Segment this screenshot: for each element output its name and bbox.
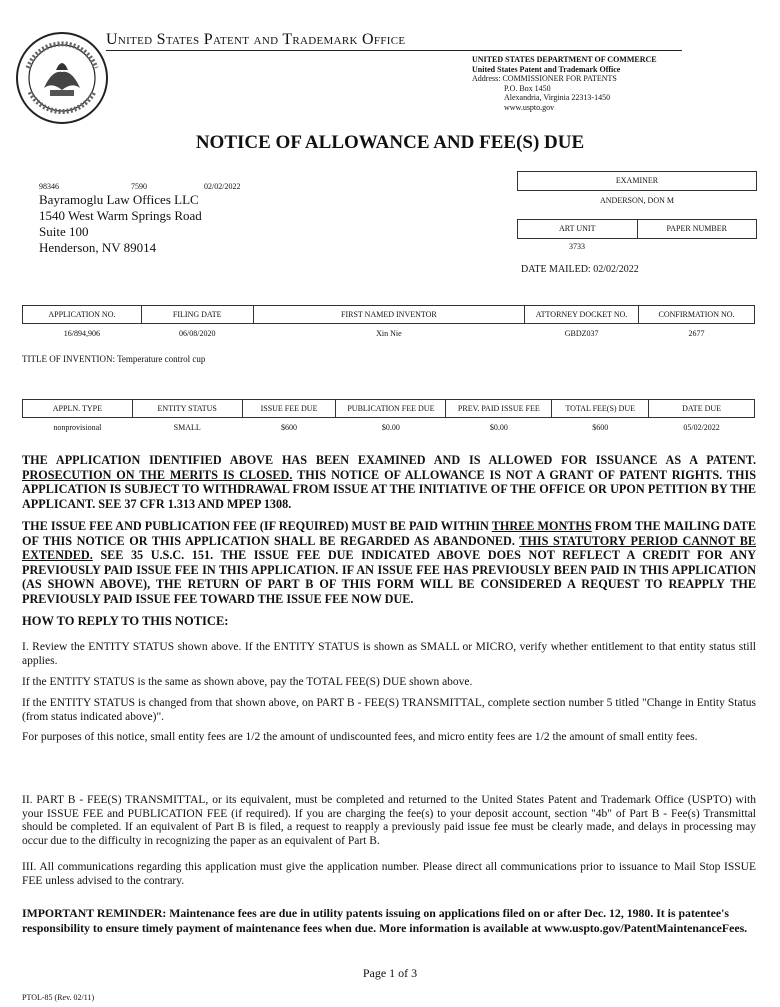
- table-header-cell: TOTAL FEE(S) DUE: [552, 400, 649, 418]
- issue-fee-due: $600: [281, 422, 298, 432]
- address-line1: Address: COMMISSIONER FOR PATENTS: [472, 74, 617, 84]
- correspondent-city: Henderson, NV 89014: [39, 240, 157, 255]
- table-header-cell: CONFIRMATION NO.: [639, 306, 755, 324]
- paper-number-label: PAPER NUMBER: [637, 220, 757, 238]
- instruction-paragraph: If the ENTITY STATUS is changed from that shown above, on PART B - FEE(S) TRANSMITTAL, complete section number 5 titled "Change in Entity Status (from status indicated above)".: [22, 697, 756, 723]
- instruction-paragraph: For purposes of this notice, small entity fees are 1/2 the amount of undiscounted fees, and micro entity fees are 1/2 the amount of small entity fees.: [22, 731, 698, 743]
- address-line3: Alexandria, Virginia 22313-1450: [504, 93, 611, 103]
- total-fees-due: $600: [592, 422, 609, 432]
- fee-table-row: [23, 418, 755, 437]
- table-header-cell: ISSUE FEE DUE: [242, 400, 336, 418]
- application-table-header: [23, 306, 755, 324]
- office-title-rule: [106, 50, 682, 51]
- entity-status: SMALL: [173, 422, 201, 432]
- table-header-cell: ENTITY STATUS: [132, 400, 242, 418]
- table-header-cell: ATTORNEY DOCKET NO.: [525, 306, 639, 324]
- department-address-block: [472, 55, 732, 113]
- table-header-cell: APPLICATION NO.: [23, 306, 142, 324]
- instruction-paragraph: II. PART B - FEE(S) TRANSMITTAL, or its equivalent, must be completed and returned to the United States Patent and Trademark Office (USPTO) with your ISSUE FEE and PUBLICATION FEE (if required). If you are charging the fee(s) to your deposit account, section "4b" of Part B - Fee(s) Transmittal should be completed. If an equivalent of Part B is filed, a request to reapply a previously paid issue fee must be clearly made, and delays in processing may occur due to the difficulty in recognizing the paper as an equivalent of Part B.: [22, 794, 756, 847]
- correspondent-name: Bayramoglu Law Offices LLC: [39, 192, 199, 207]
- date-mailed: DATE MAILED: 02/02/2022: [521, 264, 639, 275]
- attorney-docket-number: GBDZ037: [564, 328, 599, 338]
- art-unit-value: 3733: [569, 242, 585, 251]
- allowance-paragraph: THE APPLICATION IDENTIFIED ABOVE HAS BEEN EXAMINED AND IS ALLOWED FOR ISSUANCE AS A PATENT. PROSECUTION ON THE MERITS IS CLOSED. THIS NOTICE OF ALLOWANCE IS NOT A GRANT OF PATENT RIGHTS. THIS APPLICATION IS SUBJECT TO WITHDRAWAL FROM ISSUE AT THE INITIATIVE OF THE OFFICE OR UPON PETITION BY THE APPLICANT. SEE 37 CFR 1.313 AND MPEP 1308.: [22, 453, 756, 511]
- table-header-cell: PREV. PAID ISSUE FEE: [446, 400, 552, 418]
- table-header-cell: DATE DUE: [649, 400, 755, 418]
- prosecution-closed-text: PROSECUTION ON THE MERITS IS CLOSED.: [22, 467, 293, 482]
- filing-date: 06/08/2020: [179, 328, 216, 338]
- date-due: 05/02/2022: [683, 422, 720, 432]
- dept-line1: UNITED STATES DEPARTMENT OF COMMERCE: [472, 55, 657, 64]
- table-header-cell: APPLN. TYPE: [23, 400, 133, 418]
- address-label: Address:: [472, 74, 501, 84]
- fee-table: [22, 399, 755, 436]
- table-header-cell: PUBLICATION FEE DUE: [336, 400, 446, 418]
- correspondent-address: [39, 192, 202, 256]
- correspondent-street: 1540 West Warm Springs Road: [39, 208, 202, 223]
- fee-payment-paragraph: THE ISSUE FEE AND PUBLICATION FEE (IF REQUIRED) MUST BE PAID WITHIN THREE MONTHS FROM THE MAILING DATE OF THIS NOTICE OR THIS APPLICATION SHALL BE REGARDED AS ABANDONED. THIS STATUTORY PERIOD CANNOT BE EXTENDED. SEE 35 U.S.C. 151. THE ISSUE FEE DUE INDICATED ABOVE DOES NOT REFLECT A CREDIT FOR ANY PREVIOUSLY PAID ISSUE FEE IN THIS APPLICATION. IF AN ISSUE FEE HAS PREVIOUSLY BEEN PAID IN THIS APPLICATION (AS SHOWN ABOVE), THE RETURN OF PART B OF THIS FORM WILL BE CONSIDERED A REQUEST TO REAPPLY THE PREVIOUSLY PAID ISSUE FEE TOWARD THE ISSUE FEE NOW DUE.: [22, 519, 756, 606]
- three-months-text: THREE MONTHS: [491, 519, 592, 533]
- confirmation-number: 2677: [688, 328, 705, 338]
- prev-paid-issue-fee: $0.00: [489, 422, 508, 432]
- application-table: [22, 305, 755, 342]
- correspondent-suite: Suite 100: [39, 224, 89, 239]
- fee-table-header: [23, 400, 755, 418]
- table-header-cell: FIRST NAMED INVENTOR: [253, 306, 524, 324]
- commerce-seal-logo: [14, 30, 110, 126]
- correspondent-meta: [39, 182, 240, 191]
- page-number: Page 1 of 3: [362, 966, 418, 980]
- notice-title: NOTICE OF ALLOWANCE AND FEE(S) DUE: [195, 132, 585, 153]
- first-named-inventor: Xin Nie: [376, 328, 402, 338]
- dept-line2: United States Patent and Trademark Office: [472, 64, 621, 74]
- address-line2: P.O. Box 1450: [504, 83, 551, 93]
- address-line4: www.uspto.gov: [504, 102, 555, 112]
- statutory-period-text: THIS STATUTORY PERIOD CANNOT BE EXTENDED.: [22, 533, 756, 562]
- table-header-cell: FILING DATE: [141, 306, 253, 324]
- publication-fee-due: $0.00: [381, 422, 400, 432]
- office-title: United States Patent and Trademark Office: [106, 31, 406, 48]
- correspondent-date: 02/02/2022: [204, 182, 241, 191]
- art-unit-label: ART UNIT: [559, 224, 596, 233]
- instruction-paragraph: I. Review the ENTITY STATUS shown above. If the ENTITY STATUS is shown as SMALL or MICRO, verify whether entitlement to that entity status still applies.: [22, 641, 756, 667]
- title-of-invention: TITLE OF INVENTION: Temperature control cup: [22, 354, 206, 364]
- application-type: nonprovisional: [53, 422, 102, 432]
- instruction-paragraph: III. All communications regarding this application must give the application number. Please direct all communications prior to issuance to Mail Stop ISSUE FEE unless advised to the contrary.: [22, 861, 756, 887]
- how-to-reply-heading: HOW TO REPLY TO THIS NOTICE:: [22, 614, 229, 628]
- examiner-name: ANDERSON, DON M: [599, 196, 674, 205]
- maintenance-fee-reminder: IMPORTANT REMINDER: Maintenance fees are due in utility patents issuing on applications filed on or after Dec. 12, 1980. It is patentee's responsibility to ensure timely payment of maintenance fees when due. More information is available at www.uspto.gov/PatentMaintenanceFees.: [22, 906, 748, 935]
- application-number: 16/894,906: [63, 328, 101, 338]
- examiner-label-box: EXAMINER: [517, 171, 757, 191]
- customer-number: 98346: [39, 182, 59, 191]
- form-identifier: PTOL-85 (Rev. 02/11): [22, 993, 95, 1002]
- correspondent-code: 7590: [131, 182, 147, 191]
- instruction-paragraph: If the ENTITY STATUS is the same as shown above, pay the TOTAL FEE(S) DUE shown above.: [22, 676, 473, 688]
- application-table-row: [23, 324, 755, 343]
- art-unit-header-box: [517, 219, 757, 239]
